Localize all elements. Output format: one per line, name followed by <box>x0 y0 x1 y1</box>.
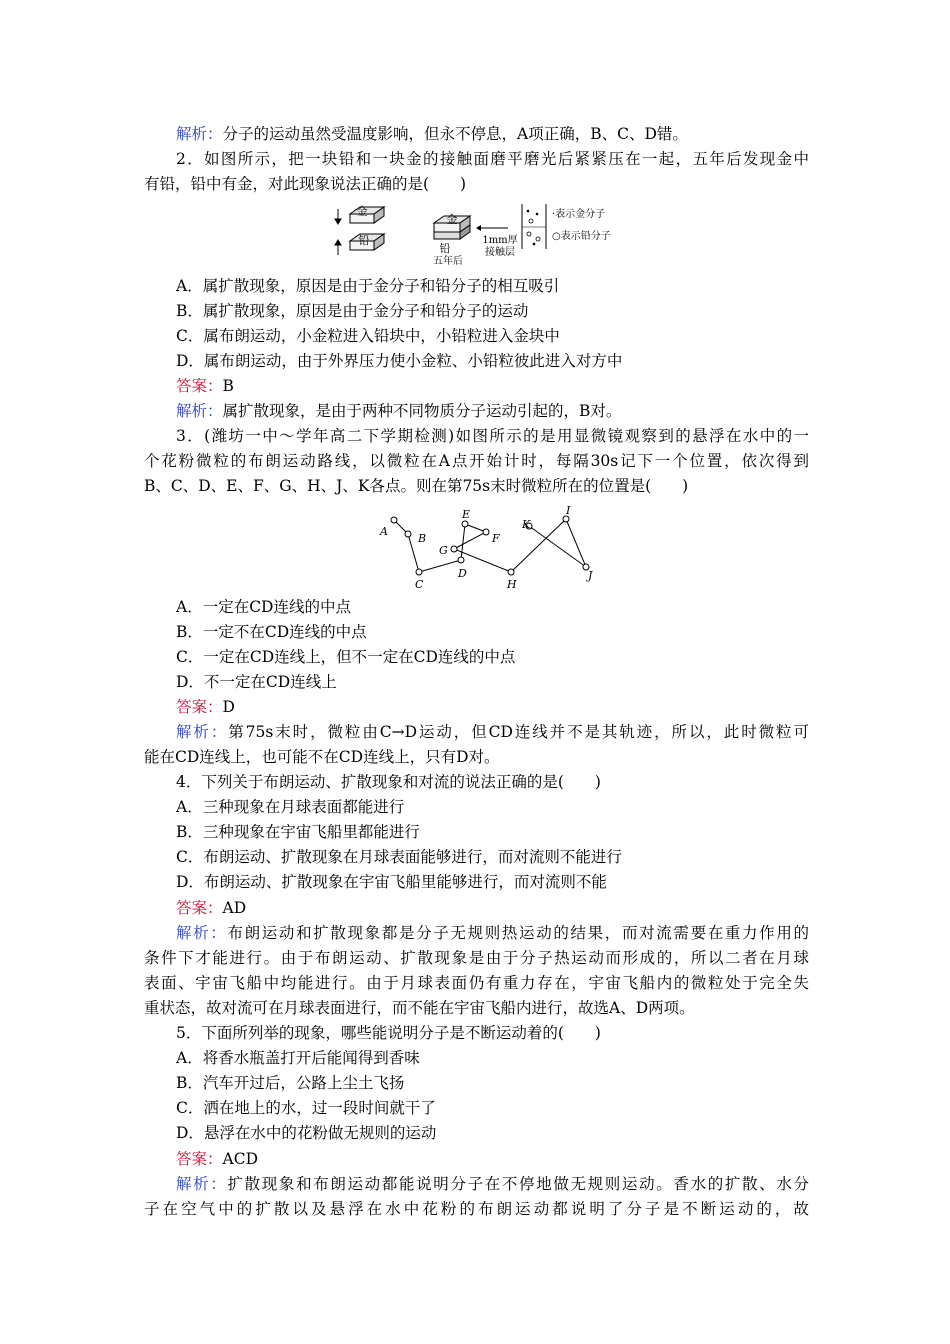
label-f: F <box>492 532 500 545</box>
q3-option-b: B．一定不在CD连线的中点 <box>176 623 367 641</box>
q4-analysis-line3: 表面、宇宙飞船中均能进行。由于月球表面仍有重力存在，宇宙飞船内的微粒处于完全失 <box>144 974 809 992</box>
q5-analysis-line1 <box>176 1174 809 1194</box>
q2-option-a: A．属扩散现象，原因是由于金分子和铅分子的相互吸引 <box>176 277 560 295</box>
analysis-text: 分子的运动虽然受温度影响，但永不停息，A项正确，B、C、D错。 <box>222 125 688 143</box>
label-i: I <box>566 504 571 517</box>
q1-analysis <box>176 124 809 144</box>
q5-option-d: D．悬浮在水中的花粉做无规则的运动 <box>176 1124 437 1142</box>
answer-value: D <box>222 698 235 716</box>
gold-label: 金 <box>356 205 368 218</box>
analysis-text: 第75s末时，微粒由C→D运动，但CD连线并不是其轨迹，所以，此时微粒可 <box>228 723 809 741</box>
q5-option-b: B．汽车开过后，公路上尘土飞扬 <box>176 1074 405 1092</box>
q3-analysis-line1 <box>176 722 809 742</box>
q4-option-a: A．三种现象在月球表面都能进行 <box>176 798 405 816</box>
label-g: G <box>439 544 448 557</box>
label-e: E <box>462 508 471 521</box>
q3-option-a: A．一定在CD连线的中点 <box>176 598 351 616</box>
q2-option-b: B．属扩散现象，原因是由于金分子和铅分子的运动 <box>176 302 529 320</box>
thickness-label: 1mm厚 <box>482 235 518 246</box>
q5-option-c: C．洒在地上的水，过一段时间就干了 <box>176 1099 436 1117</box>
q3-analysis-line2: 能在CD连线上，也可能不在CD连线上，只有D对。 <box>144 748 500 766</box>
pressed-gold-label: 金 <box>446 213 458 226</box>
answer-label: 答案： <box>176 899 223 917</box>
label-a: A <box>380 525 388 538</box>
answer-value: ACD <box>222 1150 258 1168</box>
q5-option-a: A．将香水瓶盖打开后能闻得到香味 <box>176 1049 420 1067</box>
brownian-path-line <box>394 519 586 572</box>
q3-answer <box>176 697 809 717</box>
label-b: B <box>418 532 427 545</box>
pressed-lead-label: 铅 <box>439 242 451 255</box>
label-c: C <box>415 578 424 591</box>
label-k: K <box>522 518 531 531</box>
five-years-label: 五年后 <box>433 256 463 265</box>
analysis-text: 布朗运动和扩散现象都是分子无规则热运动的结果，而对流需要在重力作用的 <box>227 924 809 942</box>
q4-analysis-line4: 重状态，故对流可在月球表面进行，而不能在宇宙飞船内进行，故选A、D两项。 <box>144 999 695 1017</box>
point-g <box>451 546 457 552</box>
q2-analysis <box>176 401 809 421</box>
brownian-path-figure <box>372 502 612 594</box>
answer-label: 答案： <box>176 377 223 395</box>
q4-option-c: C．布朗运动、扩散现象在月球表面能够进行，而对流则不能进行 <box>176 848 622 866</box>
pressing-arrows <box>335 209 341 255</box>
q2-option-d: D．属布朗运动，由于外界压力使小金粒、小铅粒彼此进入对方中 <box>176 352 623 370</box>
q5-analysis-line2: 子在空气中的扩散以及悬浮在水中花粉的布朗运动都说明了分子是不断运动的，故 <box>144 1200 809 1218</box>
q2-option-c: C．属布朗运动，小金粒进入铅块中，小铅粒进入金块中 <box>176 327 560 345</box>
q3-stem-line2: 个花粉微粒的布朗运动路线，以微粒在A点开始计时，每隔30s记下一个位置，依次得到 <box>144 452 809 470</box>
contact-layer-pointer <box>476 225 518 258</box>
answer-label: 答案： <box>176 1150 223 1168</box>
legend-lead: ○表示铅分子 <box>552 231 611 242</box>
answer-value: AD <box>222 899 247 917</box>
label-d: D <box>458 567 467 580</box>
point-f <box>483 529 489 535</box>
q4-analysis-line1 <box>176 923 809 943</box>
gold-block <box>350 204 384 223</box>
q3-stem-line1: 3．(潍坊一中～学年高二下学期检测)如图所示的是用显微镜观察到的悬浮在水中的一 <box>176 427 809 445</box>
answer-label: 答案： <box>176 698 223 716</box>
point-h <box>508 569 514 575</box>
q2-gold-lead-figure <box>330 201 630 265</box>
label-j: J <box>588 569 593 582</box>
analysis-text: 扩散现象和布朗运动都能说明分子在不停地做无规则运动。香水的扩散、水分 <box>227 1175 809 1193</box>
q4-option-b: B．三种现象在宇宙飞船里都能进行 <box>176 823 420 841</box>
answer-value: B <box>222 377 234 395</box>
q3-option-d: D．不一定在CD连线上 <box>176 673 337 691</box>
q5-answer <box>176 1149 809 1169</box>
q4-answer <box>176 898 809 918</box>
lead-label: 铅 <box>358 234 370 247</box>
point-b <box>405 531 411 537</box>
analysis-label: 解析： <box>176 402 223 420</box>
molecule-box <box>522 204 546 249</box>
lead-block <box>350 234 384 250</box>
contact-layer-label: 接触层 <box>485 247 515 258</box>
analysis-label: 解析： <box>176 723 229 741</box>
point-c <box>416 569 422 575</box>
q2-stem-line2: 有铅，铅中有金，对此现象说法正确的是( ) <box>144 175 467 193</box>
q4-option-d: D．布朗运动、扩散现象在宇宙飞船里能够进行，而对流则不能 <box>176 873 607 891</box>
point-a <box>391 517 397 523</box>
label-h: H <box>507 578 517 591</box>
analysis-text: 属扩散现象，是由于两种不同物质分子运动引起的，B对。 <box>222 402 622 420</box>
q2-answer <box>176 376 809 396</box>
q3-option-c: C．一定在CD连线上，但不一定在CD连线的中点 <box>176 648 516 666</box>
analysis-label: 解析： <box>176 125 223 143</box>
q2-stem-line1: 2．如图所示，把一块铅和一块金的接触面磨平磨光后紧紧压在一起，五年后发现金中 <box>176 150 809 168</box>
legend-gold: ·表示金分子 <box>552 209 606 220</box>
pressed-blocks <box>433 212 470 265</box>
analysis-label: 解析： <box>176 1175 228 1193</box>
q5-stem: 5．下面所列举的现象，哪些能说明分子是不断运动着的( ) <box>176 1024 601 1042</box>
analysis-label: 解析： <box>176 924 228 942</box>
point-d <box>458 557 464 563</box>
point-e <box>462 521 468 527</box>
q4-analysis-line2: 条件下才能进行。由于布朗运动、扩散现象是由于分子热运动而形成的，所以二者在月球 <box>144 949 809 967</box>
q4-stem: 4．下列关于布朗运动、扩散现象和对流的说法正确的是( ) <box>176 773 601 791</box>
q3-stem-line3: B、C、D、E、F、G、H、J、K各点。则在第75s末时微粒所在的位置是( ) <box>144 477 689 495</box>
